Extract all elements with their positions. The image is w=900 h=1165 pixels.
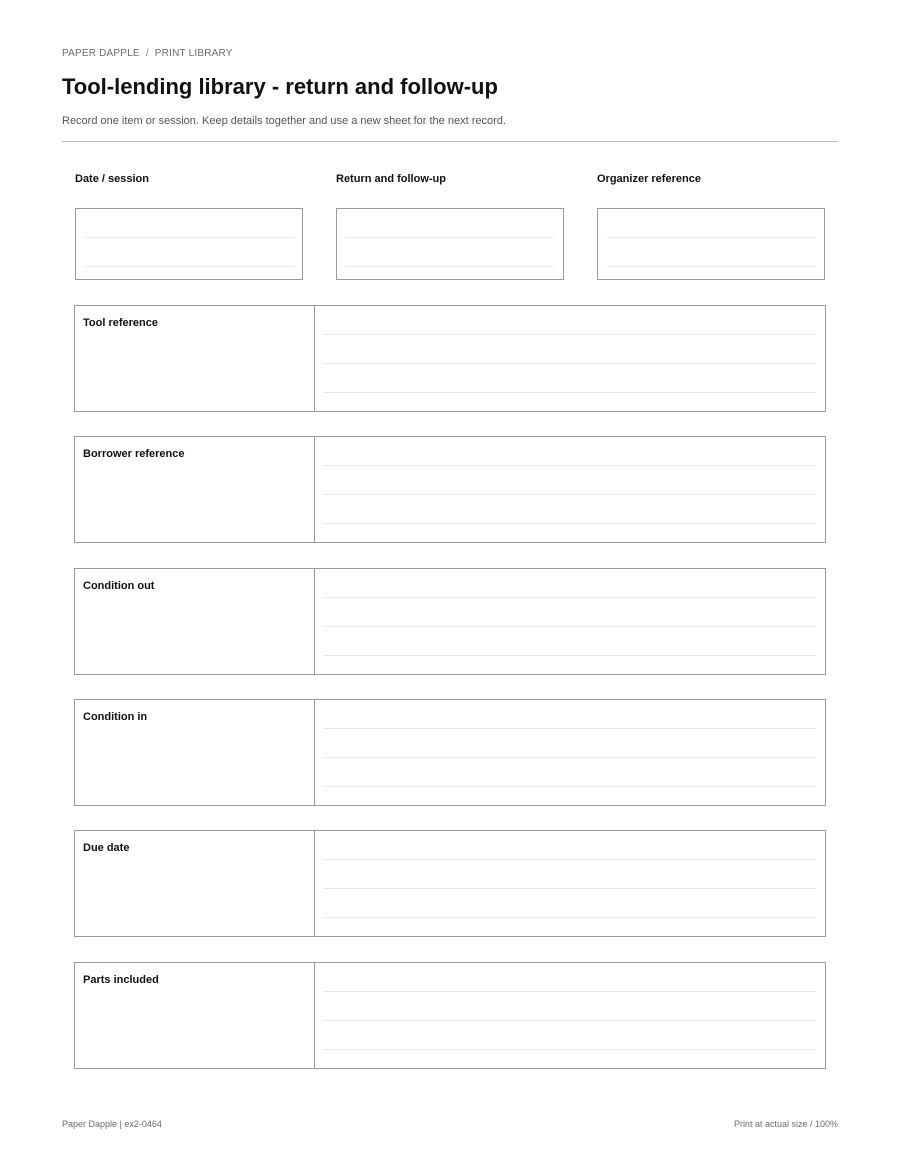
- writing-line: [324, 655, 816, 656]
- writing-line: [324, 334, 816, 335]
- borrower-reference-row: [74, 436, 826, 543]
- writing-line: [85, 237, 293, 238]
- page-title: Tool-lending library - return and follow-up: [62, 74, 498, 99]
- writing-line: [324, 523, 816, 524]
- breadcrumb: [62, 48, 233, 59]
- condition-out-field[interactable]: [315, 569, 825, 674]
- writing-line: [324, 757, 816, 758]
- writing-line: [607, 237, 815, 238]
- writing-line: [324, 465, 816, 466]
- breadcrumb-separator: /: [145, 48, 149, 59]
- tool-reference-field[interactable]: [315, 306, 825, 411]
- condition-out-row: [74, 568, 826, 675]
- writing-line: [607, 266, 815, 267]
- footer-print-note: Print at actual size / 100%: [733, 1119, 838, 1129]
- condition-in-row: [74, 699, 826, 806]
- due-date-field[interactable]: [315, 831, 825, 936]
- writing-line: [324, 888, 816, 889]
- borrower-reference-label: Borrower reference: [83, 448, 185, 460]
- writing-line: [324, 1049, 816, 1050]
- borrower-reference-field[interactable]: [315, 437, 825, 542]
- condition-in-label: Condition in: [83, 711, 148, 723]
- condition-in-field[interactable]: [315, 700, 825, 805]
- condition-out-label: Condition out: [83, 580, 155, 592]
- date-session-field[interactable]: [75, 208, 303, 280]
- due-date-row: [74, 830, 826, 937]
- breadcrumb-brand: PAPER DAPPLE: [62, 48, 140, 59]
- writing-line: [324, 363, 816, 364]
- parts-included-row: [74, 962, 826, 1069]
- footer-document-id: Paper Dapple | ex2-0464: [62, 1119, 162, 1129]
- row-label-cell: [75, 963, 315, 1068]
- writing-line: [324, 728, 816, 729]
- page-subtitle: Record one item or session. Keep details together and use a new sheet for the next record.: [62, 115, 506, 127]
- writing-line: [324, 597, 816, 598]
- header-divider: [62, 141, 838, 142]
- writing-line: [324, 626, 816, 627]
- organizer-reference-field[interactable]: [597, 208, 825, 280]
- writing-line: [324, 786, 816, 787]
- writing-line: [346, 266, 554, 267]
- due-date-label: Due date: [83, 842, 130, 854]
- return-follow-up-label: Return and follow-up: [336, 173, 446, 185]
- writing-line: [324, 1020, 816, 1021]
- return-follow-up-field[interactable]: [336, 208, 564, 280]
- breadcrumb-section: PRINT LIBRARY: [154, 48, 233, 59]
- organizer-reference-label: Organizer reference: [597, 173, 701, 185]
- row-label-cell: [75, 437, 315, 542]
- writing-line: [346, 237, 554, 238]
- row-label-cell: [75, 700, 315, 805]
- row-label-cell: [75, 569, 315, 674]
- tool-reference-row: [74, 305, 826, 412]
- parts-included-label: Parts included: [83, 974, 159, 986]
- parts-included-field[interactable]: [315, 963, 825, 1068]
- writing-line: [324, 991, 816, 992]
- row-label-cell: [75, 306, 315, 411]
- date-session-label: Date / session: [75, 173, 149, 185]
- writing-line: [324, 859, 816, 860]
- row-label-cell: [75, 831, 315, 936]
- writing-line: [324, 494, 816, 495]
- writing-line: [324, 917, 816, 918]
- tool-reference-label: Tool reference: [83, 317, 158, 329]
- writing-line: [324, 392, 816, 393]
- writing-line: [85, 266, 293, 267]
